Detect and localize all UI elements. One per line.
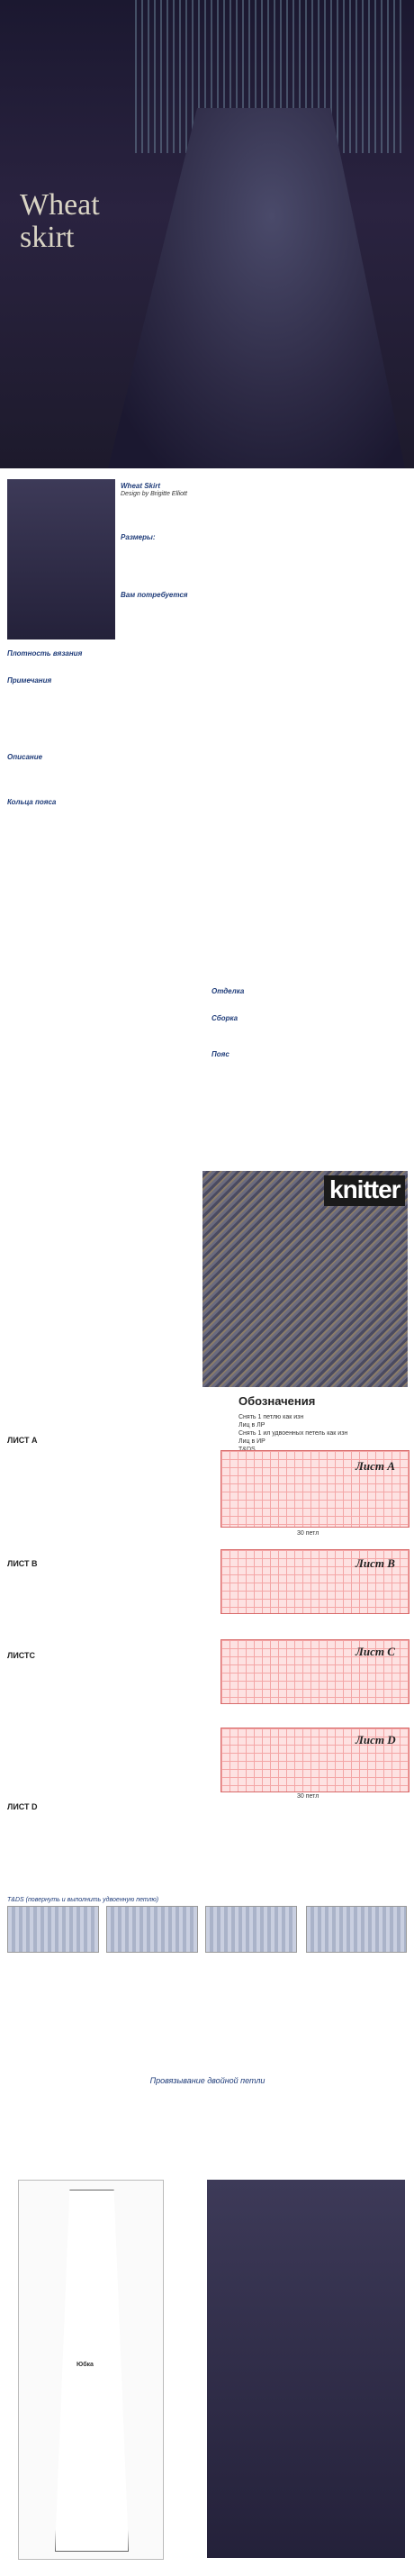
legend-item-3: Снять 1 ил удвоенных петель как изн — [238, 1430, 348, 1437]
assembly-heading — [212, 1009, 238, 1025]
doubled-title: Провязывание двойной петли — [149, 2076, 266, 2085]
sizes-label: Размеры: — [121, 533, 156, 541]
front-label: Отделка — [212, 987, 245, 995]
sizes-heading — [121, 528, 409, 544]
hero-title-line2: skirt — [20, 221, 75, 254]
tds-step-2 — [106, 1906, 198, 1953]
sheet-b-heading: ЛИСТ В — [7, 1559, 38, 1568]
notes-label: Примечания — [7, 676, 52, 685]
tds-title: T&DS (повернуть и выполнить удвоенную петлю) — [7, 1897, 159, 1903]
chart-d-width: 30 петл — [297, 1793, 320, 1800]
chart-a-label: Лист A — [356, 1459, 395, 1473]
gauge-label: Плотность вязания — [7, 649, 83, 658]
legend-title: Обозначения — [238, 1394, 316, 1408]
sheet-c-heading: ЛИСТС — [7, 1651, 36, 1660]
materials-label: Вам потребуется — [121, 591, 188, 599]
assembly-label: Сборка — [212, 1014, 238, 1022]
legend-item-4: Лиц в ИР — [238, 1438, 266, 1445]
model-photo — [7, 479, 115, 639]
pleats-label: Пояс — [212, 1050, 230, 1058]
waist-heading — [7, 793, 56, 809]
chart-b-label: Лист B — [356, 1556, 395, 1570]
abbr-label: Описание — [7, 753, 43, 761]
front-heading — [212, 982, 244, 998]
chart-d-label: Лист D — [356, 1733, 396, 1746]
pattern-author: Design by Brigitte Elliott — [121, 491, 187, 497]
skirt-back-photo — [207, 2180, 405, 2558]
chart-a-width: 30 петл — [297, 1530, 320, 1537]
hero-title — [20, 189, 100, 254]
sheet-d-heading: ЛИСТ D — [7, 1802, 38, 1811]
skirt-photo — [108, 108, 405, 468]
notes-heading — [7, 671, 51, 687]
hero-photo — [0, 0, 414, 468]
brand-badge — [324, 1175, 405, 1206]
intro-header — [121, 482, 409, 498]
pattern-name: Wheat Skirt — [121, 482, 161, 490]
skirt-schematic — [18, 2180, 164, 2560]
tds-step-4 — [306, 1906, 407, 1953]
tds-section-title — [7, 1890, 408, 1906]
abbr-heading — [7, 748, 42, 764]
sheet-a-heading: ЛИСТ А — [7, 1436, 38, 1445]
skirt-label: Юбка — [76, 2362, 94, 2368]
pleats-heading — [212, 1045, 230, 1061]
chart-c-label: Лист C — [356, 1645, 395, 1658]
hero-title-line1: Wheat — [20, 188, 100, 222]
legend-item-1: Снять 1 петлю как изн — [238, 1414, 304, 1420]
materials-heading — [121, 585, 409, 602]
tds-step-3 — [205, 1906, 297, 1953]
legend-item-2: Лиц в ЛР — [238, 1422, 266, 1429]
waist-label: Кольца пояса — [7, 798, 57, 806]
tds-step-1 — [7, 1906, 99, 1953]
legend — [238, 1394, 410, 1454]
gauge-heading — [7, 644, 82, 660]
brand-logo: knitter — [329, 1175, 400, 1203]
doubled-title-wrap — [7, 2072, 408, 2088]
